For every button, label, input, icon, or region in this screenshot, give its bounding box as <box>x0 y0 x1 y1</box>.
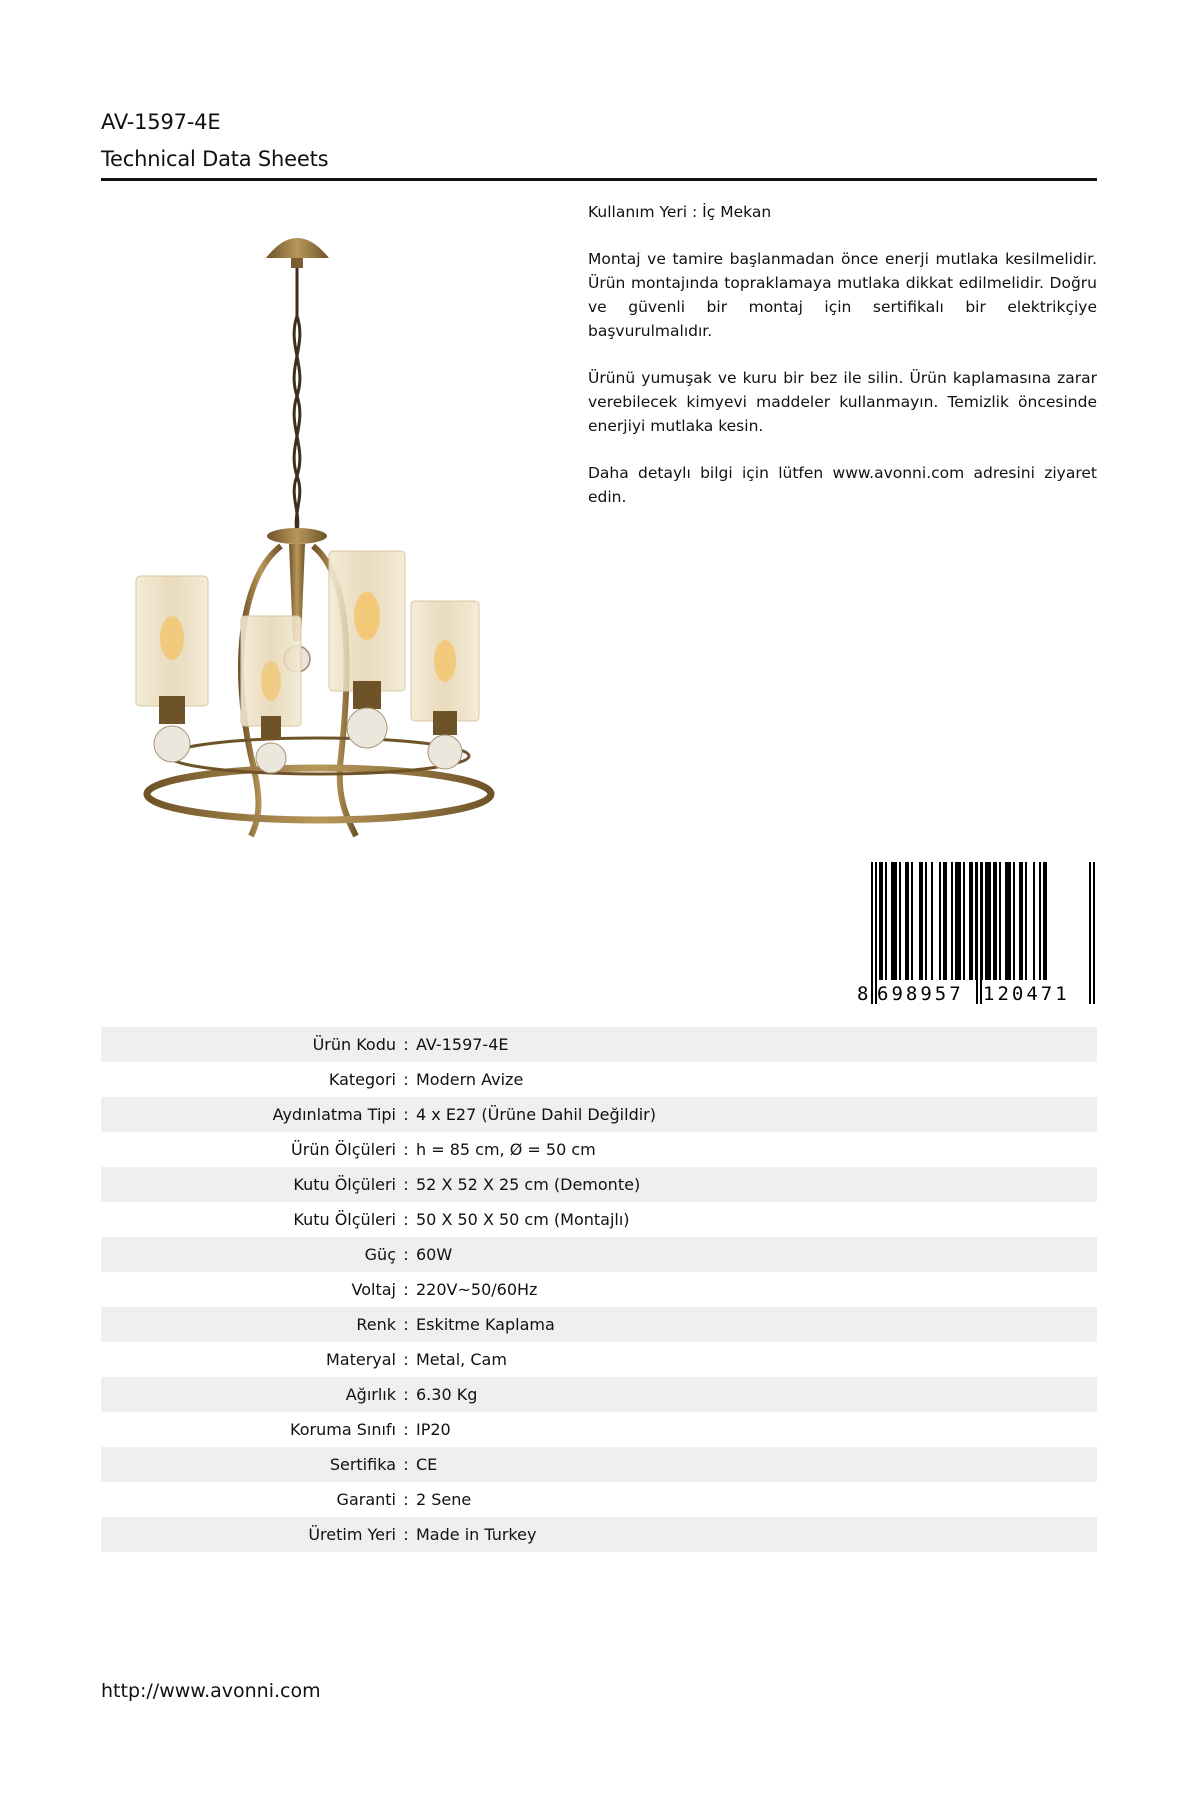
spec-label: Üretim Yeri <box>308 1525 396 1544</box>
spec-value: 6.30 Kg <box>416 1385 478 1404</box>
spec-value: h = 85 cm, Ø = 50 cm <box>416 1140 596 1159</box>
spec-row <box>101 1307 1097 1342</box>
spec-label: Kutu Ölçüleri <box>293 1175 396 1194</box>
spec-value: CE <box>416 1455 438 1474</box>
spec-label: Sertifika <box>329 1455 396 1474</box>
spec-label: Renk <box>356 1315 396 1334</box>
spec-row <box>101 1342 1097 1377</box>
barcode-right-digits: 120471 <box>983 983 1070 1004</box>
spec-value: 220V~50/60Hz <box>416 1280 538 1299</box>
barcode-bar <box>891 862 897 980</box>
spec-label: Güç <box>364 1245 396 1264</box>
footer-url: http://www.avonni.com <box>101 1680 321 1702</box>
barcode-guard-bar <box>976 862 978 1004</box>
spec-row <box>101 1237 1097 1272</box>
spec-label: Aydınlatma Tipi <box>272 1105 396 1124</box>
spec-separator: : <box>403 1140 409 1159</box>
product-code-title: AV-1597-4E <box>101 110 221 134</box>
barcode-guard-bar <box>1093 862 1095 1004</box>
spec-label: Kutu Ölçüleri <box>293 1210 396 1229</box>
barcode-left-digits: 698957 <box>877 983 964 1004</box>
spec-separator: : <box>403 1385 409 1404</box>
barcode-guard-bar <box>871 862 873 1004</box>
spec-table <box>101 1027 1097 1552</box>
barcode-bar <box>1033 862 1035 980</box>
spec-row <box>101 1447 1097 1482</box>
spec-value: 60W <box>416 1245 453 1264</box>
barcode-bar <box>905 862 909 980</box>
spec-value: Made in Turkey <box>416 1525 537 1544</box>
spec-separator: : <box>403 1280 409 1299</box>
spec-value: Eskitme Kaplama <box>416 1315 555 1334</box>
barcode-bar <box>939 862 941 980</box>
barcode-first-digit: 8 <box>857 983 869 1004</box>
spec-separator: : <box>403 1035 409 1054</box>
spec-label: Ağırlık <box>345 1385 396 1404</box>
spec-row <box>101 1412 1097 1447</box>
barcode-bar <box>963 862 965 980</box>
spec-row <box>101 1202 1097 1237</box>
info-text-block <box>588 200 1097 532</box>
spec-label: Kategori <box>328 1070 396 1089</box>
spec-row <box>101 1517 1097 1552</box>
spec-label: Ürün Ölçüleri <box>291 1140 396 1159</box>
barcode-bar <box>919 862 923 980</box>
spec-separator: : <box>403 1525 409 1544</box>
barcode-bar <box>993 862 997 980</box>
spec-value: Modern Avize <box>416 1070 524 1089</box>
spec-label: Garanti <box>336 1490 396 1509</box>
spec-row <box>101 1377 1097 1412</box>
barcode-bar <box>1025 862 1027 980</box>
spec-separator: : <box>403 1070 409 1089</box>
spec-label: Koruma Sınıfı <box>290 1420 396 1439</box>
spec-row <box>101 1167 1097 1202</box>
spec-value: 2 Sene <box>416 1490 472 1509</box>
spec-separator: : <box>403 1350 409 1369</box>
spec-row <box>101 1097 1097 1132</box>
barcode <box>855 862 1097 1004</box>
spec-row <box>101 1132 1097 1167</box>
barcode-bar <box>899 862 901 980</box>
spec-separator: : <box>403 1245 409 1264</box>
spec-row <box>101 1027 1097 1062</box>
spec-value: AV-1597-4E <box>416 1035 509 1054</box>
barcode-bar <box>1043 862 1047 980</box>
spec-separator: : <box>403 1210 409 1229</box>
barcode-bar <box>985 862 991 980</box>
spec-row <box>101 1272 1097 1307</box>
usage-location: Kullanım Yeri : İç Mekan <box>588 203 772 221</box>
spec-separator: : <box>403 1105 409 1124</box>
barcode-bar <box>999 862 1001 980</box>
barcode-bar <box>955 862 961 980</box>
spec-separator: : <box>403 1175 409 1194</box>
spec-label: Ürün Kodu <box>312 1035 396 1054</box>
spec-separator: : <box>403 1420 409 1439</box>
spec-value: 52 X 52 X 25 cm (Demonte) <box>416 1175 641 1194</box>
spec-value: Metal, Cam <box>416 1350 507 1369</box>
barcode-bar <box>943 862 947 980</box>
cleaning-instructions: Ürünü yumuşak ve kuru bir bez ile silin. Ürün kaplamasına zarar verebilecek kimyevi maddeler kullanmayın. Temizlik öncesinde enerjiyi mutlaka kesin. <box>588 369 1097 435</box>
spec-label: Materyal <box>325 1350 396 1369</box>
barcode-bar <box>931 862 933 980</box>
barcode-bar <box>885 862 887 980</box>
barcode-bar <box>951 862 953 980</box>
spec-label: Voltaj <box>351 1280 396 1299</box>
barcode-bar <box>969 862 973 980</box>
spec-separator: : <box>403 1315 409 1334</box>
barcode-bar <box>1013 862 1015 980</box>
barcode-bar <box>1019 862 1023 980</box>
chandelier-photo <box>101 196 571 936</box>
spec-row <box>101 1062 1097 1097</box>
spec-value: IP20 <box>416 1420 451 1439</box>
spec-value: 50 X 50 X 50 cm (Montajlı) <box>416 1210 630 1229</box>
spec-row <box>101 1482 1097 1517</box>
more-info-note: Daha detaylı bilgi için lütfen www.avonni.com adresini ziyaret edin. <box>588 464 1097 506</box>
installation-warning: Montaj ve tamire başlanmadan önce enerji mutlaka kesilmelidir. Ürün montajında topraklamaya mutlaka dikkat edilmelidir. Doğru ve güvenli bir montaj için sertifikalı bir elektrikçiye başvurulmalıdır. <box>588 250 1097 340</box>
barcode-guard-bar <box>1089 862 1091 1004</box>
barcode-bar <box>879 862 883 980</box>
barcode-bar <box>925 862 927 980</box>
spec-separator: : <box>403 1490 409 1509</box>
spec-value: 4 x E27 (Ürüne Dahil Değildir) <box>416 1105 656 1124</box>
header-divider <box>101 178 1097 181</box>
barcode-bar <box>911 862 913 980</box>
spec-separator: : <box>403 1455 409 1474</box>
document-subtitle: Technical Data Sheets <box>101 147 329 171</box>
barcode-guard-bar <box>980 862 982 1004</box>
barcode-bar <box>1039 862 1041 980</box>
barcode-bar <box>1005 862 1011 980</box>
